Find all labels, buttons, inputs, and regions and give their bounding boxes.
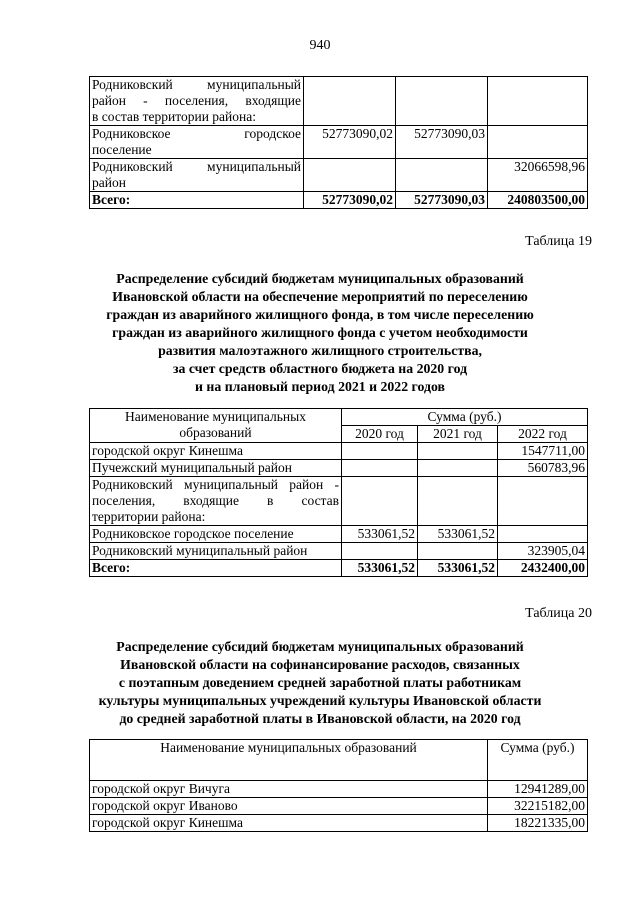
value-2022 [488,126,588,159]
total-2022: 240803500,00 [488,192,588,209]
value-2021 [396,77,488,126]
municipality-name: Родниковский муниципальный район [90,159,304,192]
column-header-sum: Сумма (руб.) [342,409,588,426]
municipality-name: Родниковский муниципальный район - поселения, входящие в состав территории района: [90,477,342,526]
value-2021: 52773090,03 [396,126,488,159]
table-19-caption: Таблица 19 [525,234,592,249]
column-header-name: Наименование муниципальных образований [90,409,342,443]
value-2022 [498,526,588,543]
table-row [90,798,588,815]
column-header-2022: 2022 год [498,426,588,443]
value-2022 [498,477,588,526]
total-2020: 533061,52 [342,560,418,577]
municipality-name: городской округ Кинешма [90,815,488,832]
table-row [90,126,588,159]
value-2021 [418,443,498,460]
value-2020: 533061,52 [342,526,418,543]
table-header-row [90,740,588,781]
municipality-name: Родниковское городское поселение [90,526,342,543]
municipality-name: городской округ Кинешма [90,443,342,460]
table-row [90,159,588,192]
table-row [90,526,588,543]
municipality-name: Пучежский муниципальный район [90,460,342,477]
municipality-name: городской округ Вичуга [90,781,488,798]
column-header-2020: 2020 год [342,426,418,443]
municipality-name: городской округ Иваново [90,798,488,815]
table-19-heading: Распределение субсидий бюджетам муниципальных образований Ивановской области на обеспечение мероприятий по переселению граждан из аварийного жилищного фонда, в том числе переселению граждан из аварийного жилищного фонда с учетом необходимости развития малоэтажного жилищного строительства, за счет средств областного бюджета на 2020 год и на плановый период 2021 и 2022 годов [106,271,534,394]
table-19 [89,408,588,577]
total-2022: 2432400,00 [498,560,588,577]
table-header-row [90,409,588,426]
value-2021 [418,460,498,477]
value-sum: 12941289,00 [488,781,588,798]
column-header-name: Наименование муниципальных образований [90,740,488,781]
value-2022: 32066598,96 [488,159,588,192]
value-2022: 323905,04 [498,543,588,560]
value-2020 [342,543,418,560]
municipality-name: Родниковский муниципальный район - поселения, входящие в состав территории района: [90,77,304,126]
table-20 [89,739,588,832]
value-2020 [342,443,418,460]
table-18-continuation [89,76,588,209]
table-row [90,815,588,832]
total-label: Всего: [90,560,342,577]
total-2021: 533061,52 [418,560,498,577]
value-2020 [342,477,418,526]
value-2022: 560783,96 [498,460,588,477]
total-2020: 52773090,02 [304,192,396,209]
value-2021 [418,543,498,560]
value-2020 [304,77,396,126]
value-2021: 533061,52 [418,526,498,543]
table-row [90,460,588,477]
value-2021 [418,477,498,526]
table-20-caption: Таблица 20 [525,606,592,621]
value-2021 [396,159,488,192]
total-label: Всего: [90,192,304,209]
table-row [90,477,588,526]
value-sum: 32215182,00 [488,798,588,815]
column-header-sum: Сумма (руб.) [488,740,588,781]
value-2022: 1547711,00 [498,443,588,460]
value-sum: 18221335,00 [488,815,588,832]
municipality-name: Родниковское городское поселение [90,126,304,159]
table-row [90,781,588,798]
total-2021: 52773090,03 [396,192,488,209]
table-row [90,77,588,126]
total-row [90,192,588,209]
page-number: 940 [309,38,331,53]
table-20-heading: Распределение субсидий бюджетам муниципальных образований Ивановской области на софинансирование расходов, связанных с поэтапным доведением средней заработной платы работникам культуры муниципальных учреждений культуры Ивановской области до средней заработной платы в Ивановской области, на 2020 год [98,639,542,726]
municipality-name: Родниковский муниципальный район [90,543,342,560]
value-2020 [304,159,396,192]
value-2020: 52773090,02 [304,126,396,159]
value-2022 [488,77,588,126]
value-2020 [342,460,418,477]
total-row [90,560,588,577]
table-row [90,543,588,560]
column-header-2021: 2021 год [418,426,498,443]
table-row [90,443,588,460]
